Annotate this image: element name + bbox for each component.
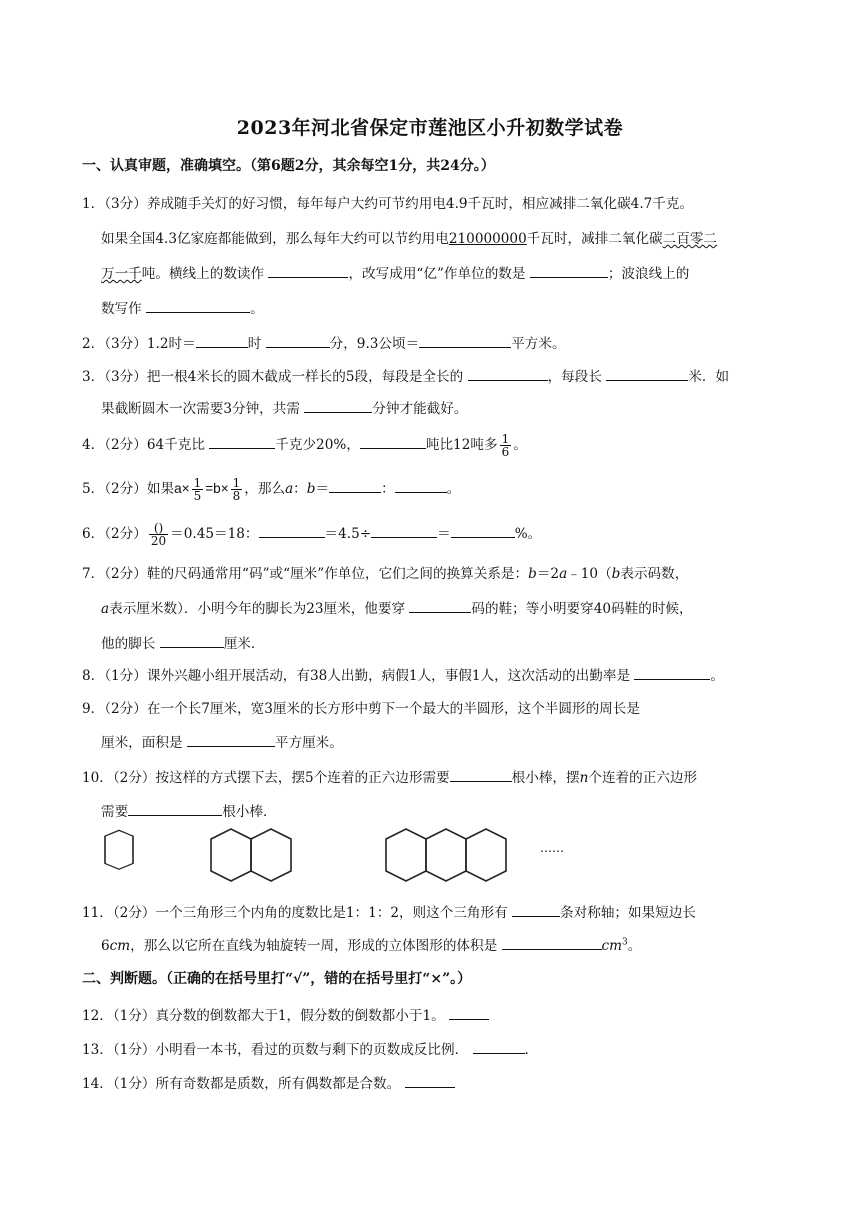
q1-blank-write[interactable] bbox=[146, 300, 250, 313]
hexagon-2b bbox=[251, 829, 291, 881]
q2-blank-minute[interactable] bbox=[266, 335, 330, 348]
q7-line-3: 他的脚长 厘米． bbox=[101, 636, 265, 652]
q2-blank-hour[interactable] bbox=[196, 335, 248, 348]
q13-blank-judge[interactable] bbox=[473, 1041, 525, 1054]
q11-line-1: 11．（2分）一个三角形三个内角的度数比是1：1：2，则这个三角形有 条对称轴；如果短边长 bbox=[82, 905, 696, 921]
page-title: 2023年河北省保定市莲池区小升初数学试卷 bbox=[236, 117, 624, 139]
q5-blank-a[interactable] bbox=[329, 480, 381, 493]
q8-blank-rate[interactable] bbox=[634, 667, 710, 680]
q1-line-1: 1．（3分）养成随手关灯的好习惯，每年每户大约可节约用电4.9千瓦时，相应减排二氧化碳4.7千克。 bbox=[82, 196, 694, 212]
q10-line-1: 10．（2分）按这样的方式摆下去，摆5个连着的正六边形需要 根小棒，摆n个连着的正六边形 bbox=[82, 770, 698, 786]
q12-blank-judge[interactable] bbox=[449, 1007, 489, 1020]
q2-line: 2．（3分）1.2时＝ 时 分，9.3公顷＝ 平方米。 bbox=[82, 336, 566, 352]
q14-blank-judge[interactable] bbox=[405, 1075, 455, 1088]
hexagon-3b bbox=[426, 829, 466, 881]
q6-fraction: $\frac{()}{20}$ bbox=[150, 521, 167, 548]
q10-blank-n[interactable] bbox=[128, 803, 222, 816]
q3-blank-length[interactable] bbox=[606, 368, 688, 381]
q6-line: 6．（2分） $\frac{()}{20}$ ＝0.45＝18： ＝4.5÷ ＝ %。 bbox=[82, 521, 542, 548]
hexagon-pattern-figure bbox=[96, 826, 576, 888]
q3-blank-fraction[interactable] bbox=[468, 368, 548, 381]
hexagon-ellipsis: …… bbox=[540, 841, 564, 855]
q9-line-2: 厘米，面积是 平方厘米。 bbox=[101, 735, 343, 751]
q1-line-3: 万一千吨。横线上的数读作 ，改写成用“亿”作单位的数是 ；波浪线上的 bbox=[101, 266, 690, 282]
q13-line: 13．（1分）小明看一本书，看过的页数与剩下的页数成反比例． . bbox=[82, 1042, 529, 1058]
q4-blank-kg[interactable] bbox=[209, 436, 275, 449]
q11-blank-volume[interactable] bbox=[502, 937, 602, 950]
q4-blank-ton[interactable] bbox=[360, 436, 426, 449]
q7-blank-length[interactable] bbox=[160, 635, 224, 648]
q14-line: 14．（1分）所有奇数都是质数，所有偶数都是合数。 bbox=[82, 1072, 782, 1092]
q1-wavy-text-1: 二百零二 bbox=[662, 231, 718, 247]
q3-line-2: 果截断圆木一次需要3分钟，共需 分钟才能截好。 bbox=[101, 401, 468, 417]
q1-blank-yi[interactable] bbox=[530, 265, 608, 278]
q3-line-1: 3．（3分）把一根4米长的圆木截成一样长的5段，每段是全长的 ，每段长 米．如 bbox=[82, 369, 730, 385]
hexagon-1 bbox=[105, 830, 133, 869]
hexagon-2a bbox=[211, 829, 251, 881]
q10-line-2: 需要 根小棒． bbox=[101, 804, 277, 820]
section-2-heading: 二、判断题。（正确的在括号里打“√”，错的在括号里打“×”。） bbox=[82, 971, 472, 987]
q5-line: 5．（2分）如果a× $\frac{1}{5}$ =b× $\frac{1}{8}$ ，那么a：b＝ ： 。 bbox=[82, 476, 461, 503]
q7-blank-size[interactable] bbox=[409, 600, 471, 613]
q12-line: 12．（1分）真分数的倒数都大于1，假分数的倒数都小于1。 bbox=[82, 1004, 782, 1024]
q10-blank-five[interactable] bbox=[450, 769, 512, 782]
q5-fraction-1: $\frac{1}{5}$ bbox=[193, 476, 202, 503]
q1-wavy-text-2: 万一千 bbox=[101, 266, 142, 282]
q7-line-2: a表示厘米数）．小明今年的脚长为23厘米，他要穿 码的鞋；等小明要穿40码鞋的时候， bbox=[101, 601, 693, 617]
q8-line: 8．（1分）课外兴趣小组开展活动，有38人出勤，病假1人，事假1人，这次活动的出勤率是 。 bbox=[82, 668, 724, 684]
q11-blank-axes[interactable] bbox=[512, 904, 560, 917]
q6-blank-ratio[interactable] bbox=[259, 525, 325, 538]
q11-line-2: 6cm，那么以它所在直线为轴旋转一周，形成的立体图形的体积是 $cm^3$。 bbox=[101, 937, 642, 954]
q1-line-2: 如果全国4.3亿家庭都能做到，那么每年大约可以节约用电210000000千瓦时，减排二氧化碳二百零二 bbox=[101, 231, 718, 247]
q1-blank-read[interactable] bbox=[268, 265, 348, 278]
q1-underlined-number: 210000000 bbox=[448, 231, 527, 247]
q5-fraction-2: $\frac{1}{8}$ bbox=[232, 476, 241, 503]
q1-line-4: 数写作 。 bbox=[101, 301, 264, 317]
hexagon-3a bbox=[386, 829, 426, 881]
q6-blank-percent[interactable] bbox=[451, 525, 515, 538]
q4-line: 4．（2分）64千克比 千克少20%， 吨比12吨多 $\frac{1}{6}$ 。 bbox=[82, 432, 527, 459]
q7-line-1: 7．（2分）鞋的尺码通常用“码”或“厘米”作单位，它们之间的换算关系是：b＝2a﹣10（b表示码数， bbox=[82, 566, 689, 582]
q4-fraction: $\frac{1}{6}$ bbox=[501, 432, 510, 459]
q9-blank-area[interactable] bbox=[187, 734, 275, 747]
hexagon-3c bbox=[466, 829, 506, 881]
q6-blank-divisor[interactable] bbox=[371, 525, 437, 538]
q5-blank-b[interactable] bbox=[395, 480, 447, 493]
q2-blank-area[interactable] bbox=[419, 335, 511, 348]
section-1-heading: 一、认真审题，准确填空。（第6题2分，其余每空1分，共24分。） bbox=[82, 158, 495, 174]
q3-blank-minutes[interactable] bbox=[304, 400, 372, 413]
q9-line-1: 9．（2分）在一个长7厘米，宽3厘米的长方形中剪下一个最大的半圆形，这个半圆形的周长是 bbox=[82, 701, 640, 717]
